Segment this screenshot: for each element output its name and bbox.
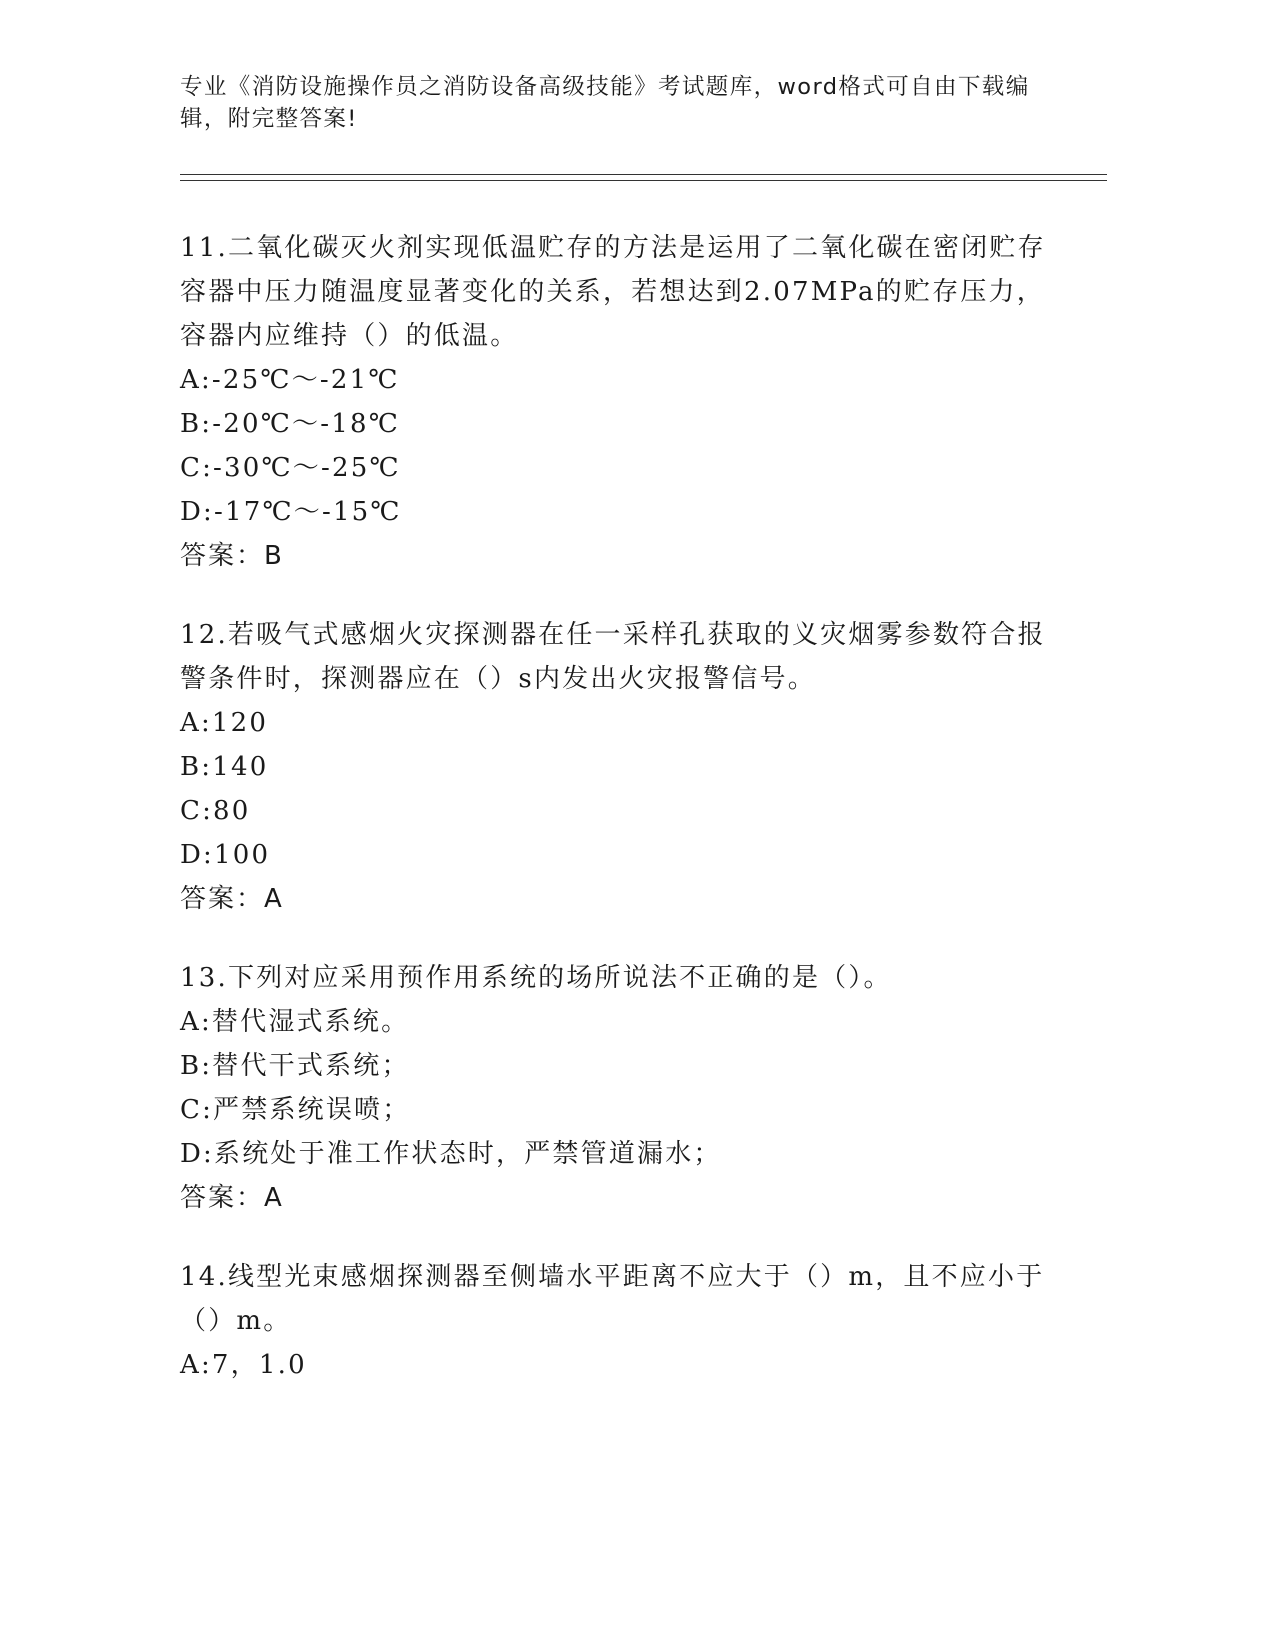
option-b: B:140 — [180, 752, 269, 782]
option-c: C:-30℃～-25℃ — [180, 453, 401, 483]
option-b: B:替代干式系统； — [180, 1051, 410, 1081]
option-d: D:系统处于准工作状态时，严禁管道漏水； — [180, 1139, 722, 1169]
question-stem: 13.下列对应采用预作用系统的场所说法不正确的是（）。 — [180, 963, 892, 993]
option-a: A:120 — [180, 708, 269, 738]
question-list — [180, 226, 1060, 1422]
option-a: A:-25℃～-21℃ — [180, 365, 400, 395]
question-13 — [180, 956, 1060, 1220]
header-divider-top — [180, 174, 1107, 175]
option-a: A:7，1.0 — [180, 1350, 307, 1380]
option-d: D:-17℃～-15℃ — [180, 497, 402, 527]
question-stem: 11.二氧化碳灭火剂实现低温贮存的方法是运用了二氧化碳在密闭贮存容器中压力随温度显著变化的关系，若想达到2.07MPa的贮存压力，容器内应维持（）的低温。 — [180, 233, 1046, 351]
question-11 — [180, 226, 1060, 578]
document-intro — [180, 71, 1060, 135]
header-divider-bottom — [180, 180, 1107, 181]
question-stem: 12.若吸气式感烟火灾探测器在任一采样孔获取的义灾烟雾参数符合报警条件时，探测器应在（）s内发出火灾报警信号。 — [180, 620, 1046, 694]
option-a: A:替代湿式系统。 — [180, 1007, 410, 1037]
answer-line: 答案：A — [180, 1183, 284, 1213]
option-d: D:100 — [180, 840, 271, 870]
option-c: C:严禁系统误喷； — [180, 1095, 411, 1125]
question-12 — [180, 613, 1060, 921]
intro-text: 专业《消防设施操作员之消防设备高级技能》考试题库，word格式可自由下载编辑，附完整答案! — [180, 74, 1030, 132]
question-stem: 14.线型光束感烟探测器至侧墙水平距离不应大于（）m，且不应小于（）m。 — [180, 1262, 1045, 1336]
answer-line: 答案：B — [180, 541, 284, 571]
question-14 — [180, 1255, 1060, 1387]
answer-line: 答案：A — [180, 884, 284, 914]
option-c: C:80 — [180, 796, 251, 826]
option-b: B:-20℃～-18℃ — [180, 409, 400, 439]
